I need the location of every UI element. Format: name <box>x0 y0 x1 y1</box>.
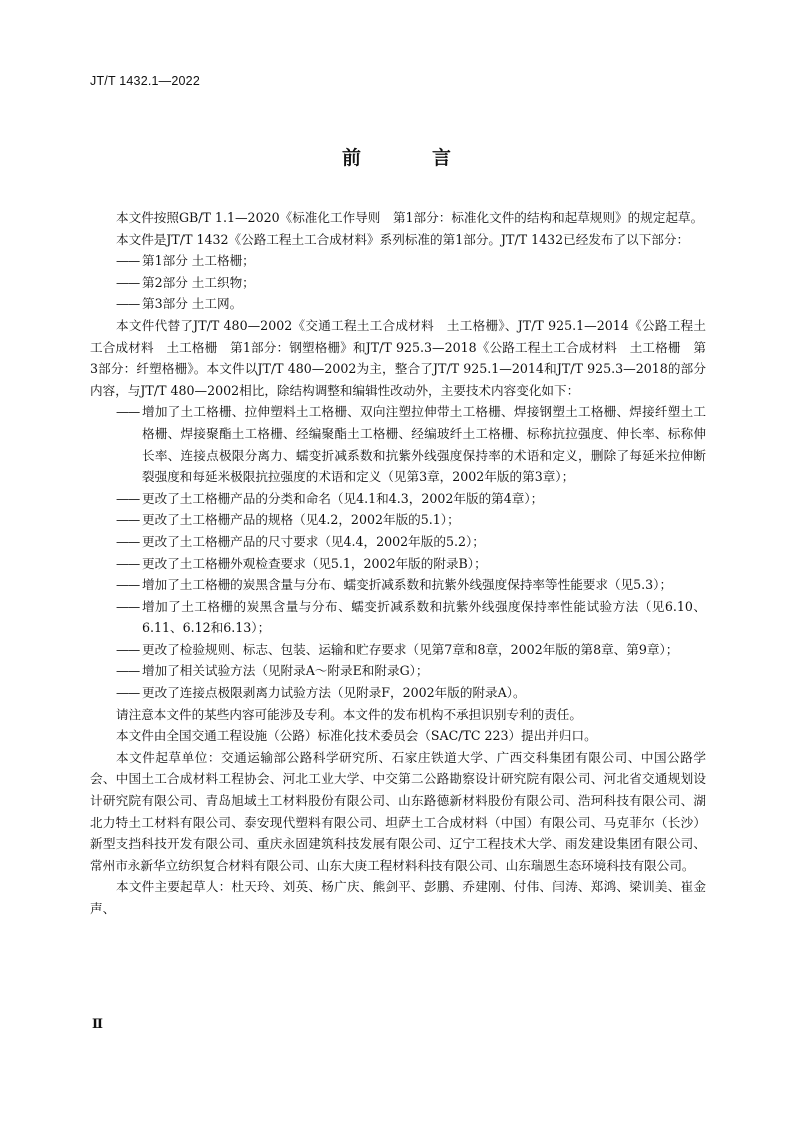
standard-code-header: JT/T 1432.1—2022 <box>90 74 200 88</box>
dash-marker: —— <box>116 598 140 614</box>
dash-marker: —— <box>116 274 140 290</box>
dash-marker: —— <box>116 685 140 701</box>
change-list-item <box>90 553 706 575</box>
change-list-text: 增加了土工格栅、拉伸塑料土工格栅、双向注塑拉伸带土工格栅、焊接钢塑土工格栅、焊接纤塑土工格栅、焊接聚酯土工格栅、经编聚酯土工格栅、经编玻纤土工格栅、标称抗拉强度、伸长率、标称伸长率、连接点极限分离力、蠕变折减系数和抗紫外线强度保持率的术语和定义，删除了每延米拉伸断裂强度和每延米极限抗拉强度的术语和定义（见第3章，2002年版的第3章）； <box>142 404 706 485</box>
change-list-item <box>90 596 706 639</box>
change-list-item <box>90 574 706 596</box>
dash-marker: —— <box>116 296 140 312</box>
dash-marker: —— <box>116 663 140 679</box>
change-list-item <box>90 531 706 553</box>
change-list-item <box>90 509 706 531</box>
paragraph-drafting-units: 本文件起草单位：交通运输部公路科学研究所、石家庄铁道大学、广西交科集团有限公司、中国公路学会、中国土工合成材料工程协会、河北工业大学、中交第二公路勘察设计研究院有限公司、河北省交通规划设计研究院有限公司、青岛旭域土工材料股份有限公司、山东路德新材料股份有限公司、浩珂科技有限公司、湖北力特土工材料有限公司、泰安现代塑料有限公司、坦萨土工合成材料（中国）有限公司、马克菲尔（长沙）新型支挡科技开发有限公司、重庆永固建筑科技发展有限公司、辽宁工程技术大学、雨发建设集团有限公司、常州市永新华立纺织复合材料有限公司、山东大庚工程材料科技有限公司、山东瑞恩生态环境科技有限公司。 <box>90 749 706 873</box>
dash-marker: —— <box>116 533 140 549</box>
paragraph-patent-notice: 请注意本文件的某些内容可能涉及专利。本文件的发布机构不承担识别专利的责任。 <box>116 706 582 722</box>
page-number: Ⅱ <box>92 1017 103 1032</box>
paragraph-drafters: 本文件主要起草人：杜天玲、刘英、杨广庆、熊剑平、彭鹏、乔建刚、付伟、闫涛、郑鸿、梁训美、崔金声、 <box>90 879 706 916</box>
change-list-text: 更改了连接点极限剥离力试验方法（见附录F，2002年版的附录A）。 <box>142 685 526 701</box>
change-list-text: 更改了土工格栅产品的分类和命名（见4.1和4.3，2002年版的第4章）； <box>142 490 544 506</box>
dash-marker: —— <box>116 512 140 528</box>
dash-marker: —— <box>116 641 140 657</box>
change-list-item <box>90 660 706 682</box>
parts-list-item <box>90 250 706 272</box>
dash-marker: —— <box>116 490 140 506</box>
paragraph-replacement: 本文件代替了JT/T 480—2002《交通工程土工合成材料 土工格栅》、JT/T 925.1—2014《公路工程土工合成材料 土工格栅 第1部分：钢塑格栅》和JT/T 925.3—2018《公路工程土工合成材料 土工格栅 第3部分：纤塑格栅》。本文件以JT/T 480—2002为主，整合了JT/T 925.1—2014和JT/T 925.3—2018的部分内容，与JT/T 480—2002相比，除结构调整和编辑性改动外，主要技术内容变化如下： <box>90 317 706 398</box>
change-list-item <box>90 401 706 487</box>
parts-list-text: 第1部分 土工格栅； <box>142 253 255 269</box>
change-list-item <box>90 488 706 510</box>
page-title: 前 言 <box>341 147 477 169</box>
change-list-text: 更改了土工格栅产品的规格（见4.2，2002年版的5.1）； <box>142 512 460 528</box>
change-list-text: 增加了相关试验方法（见附录A～附录E和附录G）； <box>142 663 429 679</box>
paragraph-series-intro: 本文件是JT/T 1432《公路工程土工合成材料》系列标准的第1部分。JT/T 1432已经发布了以下部分： <box>116 231 690 247</box>
foreword-body <box>90 207 706 920</box>
change-list-text: 增加了土工格栅的炭黑含量与分布、蠕变折减系数和抗紫外线强度保持率性能试验方法（见6.10、6.11、6.12和6.13）； <box>142 598 706 636</box>
change-list-item <box>90 682 706 704</box>
dash-marker: —— <box>116 253 140 269</box>
dash-marker: —— <box>116 404 140 420</box>
parts-list-item <box>90 272 706 294</box>
change-list-text: 更改了土工格栅产品的尺寸要求（见4.4，2002年版的5.2）； <box>142 533 485 549</box>
parts-list-item <box>90 293 706 315</box>
parts-list-text: 第3部分 土工网。 <box>142 296 243 312</box>
change-list-text: 更改了检验规则、标志、包装、运输和贮存要求（见第7章和8章，2002年版的第8章、第9章）； <box>142 641 679 657</box>
dash-marker: —— <box>116 577 140 593</box>
change-list-item <box>90 639 706 661</box>
change-list-text: 增加了土工格栅的炭黑含量与分布、蠕变折减系数和抗紫外线强度保持率等性能要求（见5.3）； <box>142 577 673 593</box>
paragraph-drafting-rules: 本文件按照GB/T 1.1—2020《标准化工作导则 第1部分：标准化文件的结构和起草规则》的规定起草。 <box>116 210 704 225</box>
paragraph-proposer: 本文件由全国交通工程设施（公路）标准化技术委员会（SAC/TC 223）提出并归口。 <box>116 728 597 744</box>
change-list-text: 更改了土工格栅外观检查要求（见5.1，2002年版的附录B）； <box>142 555 487 571</box>
parts-list-text: 第2部分 土工织物； <box>142 274 255 290</box>
dash-marker: —— <box>116 555 140 571</box>
